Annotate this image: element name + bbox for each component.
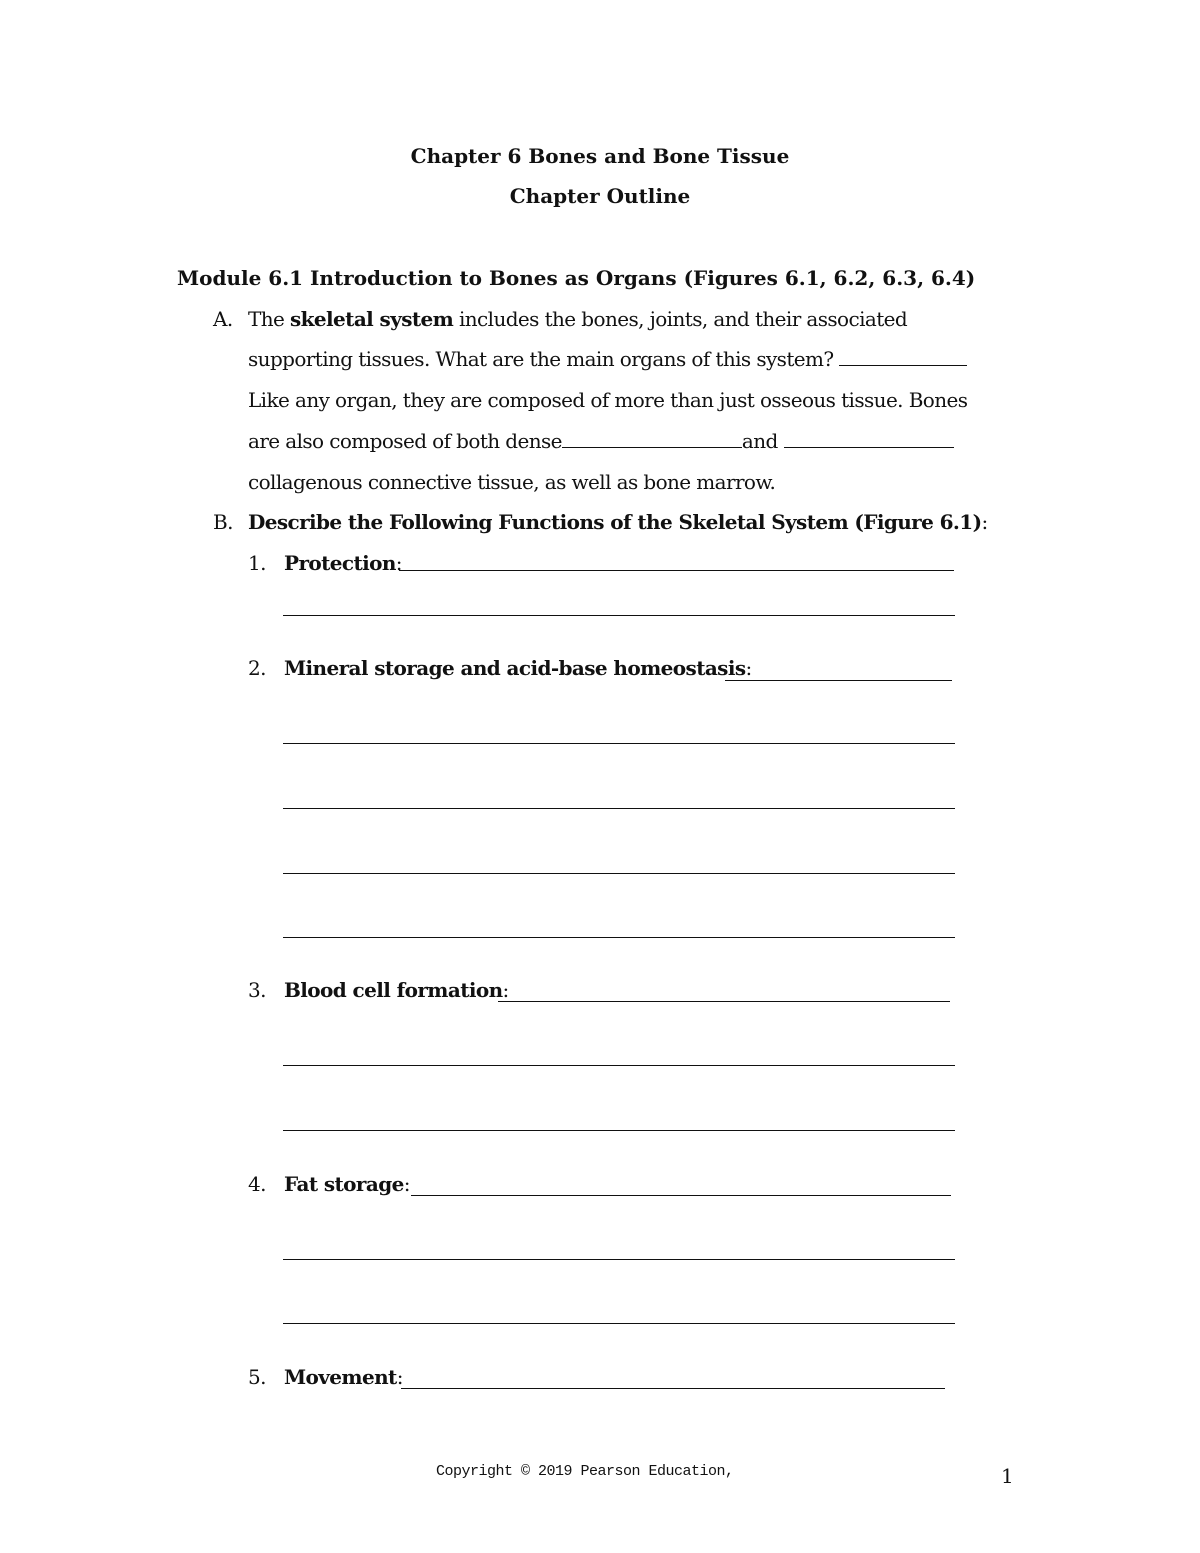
- function-number: 4.: [248, 1172, 266, 1196]
- answer-line[interactable]: [283, 1130, 955, 1131]
- answer-line[interactable]: [399, 570, 954, 571]
- answer-line[interactable]: [283, 937, 955, 938]
- function-number: 1.: [248, 551, 266, 575]
- page-number: 1: [1001, 1464, 1014, 1488]
- function-label: Mineral storage and acid-base homeostasis: [284, 656, 746, 680]
- answer-line[interactable]: [401, 1388, 945, 1389]
- item-a-text: The: [248, 307, 291, 331]
- function-label: Movement: [284, 1365, 397, 1389]
- copyright-notice: Copyright © 2019 Pearson Education,: [436, 1463, 734, 1480]
- item-a-text: and: [741, 429, 778, 453]
- answer-line[interactable]: [283, 615, 955, 616]
- answer-line[interactable]: [411, 1195, 951, 1196]
- function-number: 5.: [248, 1365, 266, 1389]
- item-a-line-5: collagenous connective tissue, as well as bone marrow.: [248, 470, 776, 494]
- answer-line[interactable]: [283, 873, 955, 874]
- function-label-mineral-storage: Mineral storage and acid-base homeostasis:: [284, 656, 752, 680]
- answer-blank-second[interactable]: [784, 429, 954, 448]
- item-b-marker: B.: [213, 510, 233, 534]
- item-a-text: includes the bones, joints, and their associated: [453, 307, 908, 331]
- colon: :: [981, 510, 988, 534]
- function-label: Blood cell formation: [284, 978, 503, 1002]
- item-a-line-1: [248, 307, 907, 331]
- item-a-text: are also composed of both dense: [248, 429, 562, 453]
- answer-line[interactable]: [283, 808, 955, 809]
- item-a-marker: A.: [213, 307, 233, 331]
- answer-line[interactable]: [725, 680, 952, 681]
- function-label: Fat storage: [284, 1172, 404, 1196]
- question-main-organs: supporting tissues. What are the main organs of this system?: [248, 347, 834, 371]
- answer-blank-dense[interactable]: [562, 429, 742, 448]
- function-number: 3.: [248, 978, 266, 1002]
- answer-line[interactable]: [283, 743, 955, 744]
- item-a-line-4: [248, 429, 954, 453]
- function-label-protection: Protection:: [284, 551, 402, 575]
- answer-line[interactable]: [283, 1259, 955, 1260]
- function-label-movement: Movement:: [284, 1365, 403, 1389]
- module-heading: Module 6.1 Introduction to Bones as Organs (Figures 6.1, 6.2, 6.3, 6.4): [177, 266, 976, 290]
- answer-blank-organs[interactable]: [839, 347, 967, 366]
- chapter-subtitle: Chapter Outline: [509, 184, 691, 208]
- functions-heading: Describe the Following Functions of the Skeletal System (Figure 6.1): [248, 510, 982, 534]
- chapter-title: Chapter 6 Bones and Bone Tissue: [410, 144, 790, 168]
- answer-line[interactable]: [283, 1323, 955, 1324]
- item-b-heading: [248, 510, 988, 534]
- answer-line[interactable]: [498, 1001, 950, 1002]
- term-skeletal-system: skeletal system: [290, 307, 454, 331]
- answer-line[interactable]: [283, 1065, 955, 1066]
- function-number: 2.: [248, 656, 266, 680]
- item-a-line-2: [248, 347, 967, 371]
- item-a-line-3: Like any organ, they are composed of more than just osseous tissue. Bones: [248, 388, 968, 412]
- function-label-fat-storage: Fat storage:: [284, 1172, 410, 1196]
- function-label: Protection: [284, 551, 396, 575]
- function-label-blood-cell-formation: Blood cell formation:: [284, 978, 509, 1002]
